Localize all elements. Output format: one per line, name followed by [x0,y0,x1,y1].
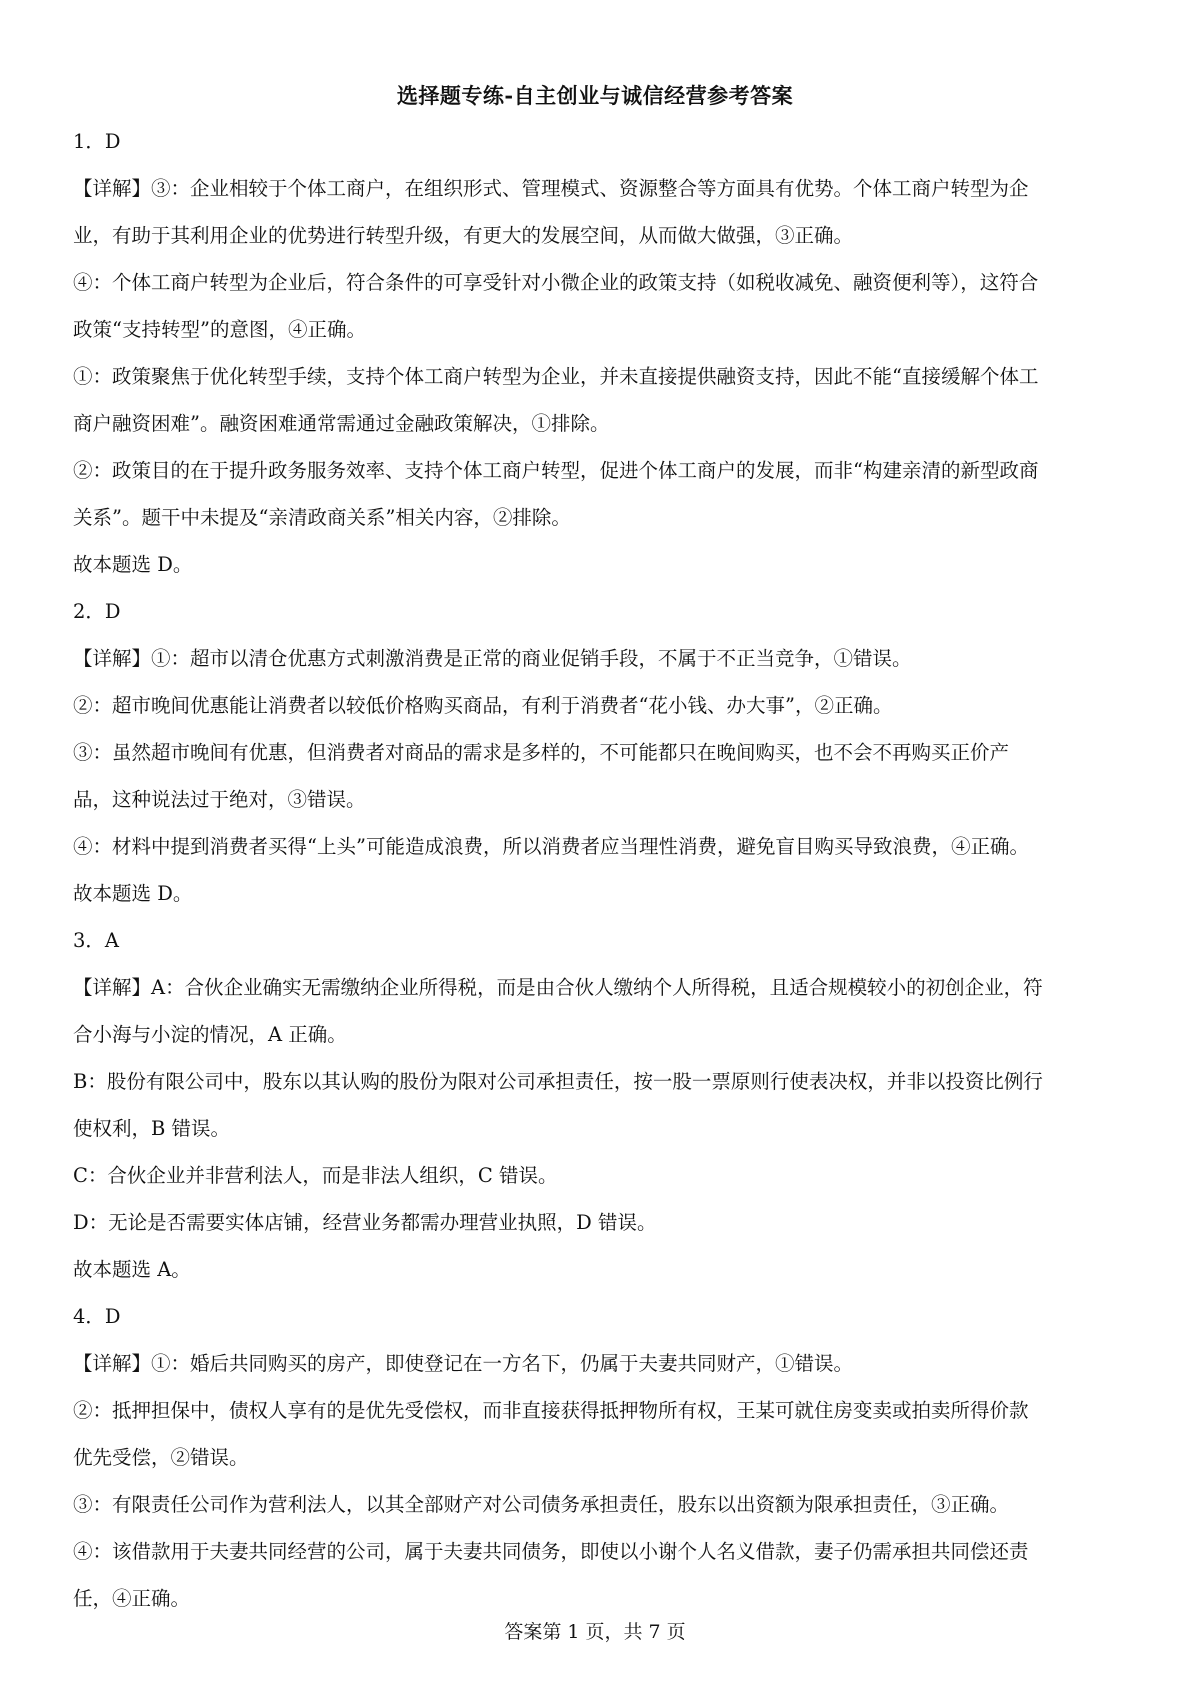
explanation-line: 【详解】①：超市以清仓优惠方式刺激消费是正常的商业促销手段，不属于不正当竞争，①错误。 [73,647,912,670]
explanation-line: ③：有限责任公司作为营利法人，以其全部财产对公司债务承担责任，股东以出资额为限承担责任，③正确。 [73,1493,1010,1516]
explanation-line: 合小海与小淀的情况，A 正确。 [73,1023,347,1046]
explanation-line: 政策“支持转型”的意图，④正确。 [73,318,366,341]
answer-label: 3．A [73,929,119,952]
explanation-line: 使权利，B 错误。 [73,1117,231,1140]
answer-label: 1．D [73,130,121,153]
explanation-line: ②：超市晚间优惠能让消费者以较低价格购买商品，有利于消费者“花小钱、办大事”，②正确。 [73,694,893,717]
answer-label: 2．D [73,600,121,623]
explanation-line: ①：政策聚焦于优化转型手续，支持个体工商户转型为企业，并未直接提供融资支持，因此不能“直接缓解个体工 [73,365,1039,388]
question-block [73,923,1118,1299]
conclusion-line: 故本题选 A。 [73,1258,191,1281]
page-title: 选择题专练-自主创业与诚信经营参考答案 [396,83,794,108]
explanation-line: 商户融资困难”。融资困难通常需通过金融政策解决，①排除。 [73,412,610,435]
explanation-line: D：无论是否需要实体店铺，经营业务都需办理营业执照，D 错误。 [73,1211,657,1234]
explanation-line: ④：该借款用于夫妻共同经营的公司，属于夫妻共同债务，即使以小谢个人名义借款，妻子仍需承担共同偿还责 [73,1540,1029,1563]
explanation-line: 【详解】A：合伙企业确实无需缴纳企业所得税，而是由合伙人缴纳个人所得税，且适合规模较小的初创企业，符 [73,976,1043,999]
question-block [73,594,1118,923]
explanation-line: 品，这种说法过于绝对，③错误。 [73,788,366,811]
explanation-line: 业，有助于其利用企业的优势进行转型升级，有更大的发展空间，从而做大做强，③正确。 [73,224,854,247]
question-block [73,1299,1118,1628]
conclusion-line: 故本题选 D。 [73,553,193,576]
explanation-line: C：合伙企业并非营利法人，而是非法人组织，C 错误。 [73,1164,558,1187]
explanation-line: 任，④正确。 [73,1587,191,1610]
explanation-line: 优先受偿，②错误。 [73,1446,249,1469]
explanation-line: ③：虽然超市晚间有优惠，但消费者对商品的需求是多样的，不可能都只在晚间购买，也不会不再购买正价产 [73,741,1010,764]
explanation-line: 【详解】①：婚后共同购买的房产，即使登记在一方名下，仍属于夫妻共同财产，①错误。 [73,1352,854,1375]
explanation-line: 关系”。题干中未提及“亲清政商关系”相关内容，②排除。 [73,506,571,529]
explanation-line: ④：材料中提到消费者买得“上头”可能造成浪费，所以消费者应当理性消费，避免盲目购买导致浪费，④正确。 [73,835,1029,858]
explanation-line: ②：政策目的在于提升政务服务效率、支持个体工商户转型，促进个体工商户的发展，而非“构建亲清的新型政商 [73,459,1039,482]
page-footer: 答案第 1 页，共 7 页 [504,1621,686,1643]
explanation-line: ②：抵押担保中，债权人享有的是优先受偿权，而非直接获得抵押物所有权，王某可就住房变卖或拍卖所得价款 [73,1399,1029,1422]
explanation-line: 【详解】③：企业相较于个体工商户，在组织形式、管理模式、资源整合等方面具有优势。个体工商户转型为企 [73,177,1029,200]
answer-label: 4．D [73,1305,121,1328]
question-block [73,124,1118,594]
conclusion-line: 故本题选 D。 [73,882,193,905]
explanation-line: B：股份有限公司中，股东以其认购的股份为限对公司承担责任，按一股一票原则行使表决权，并非以投资比例行 [73,1070,1043,1093]
explanation-line: ④：个体工商户转型为企业后，符合条件的可享受针对小微企业的政策支持（如税收减免、融资便利等），这符合 [73,271,1039,294]
answer-list [73,124,1118,1628]
